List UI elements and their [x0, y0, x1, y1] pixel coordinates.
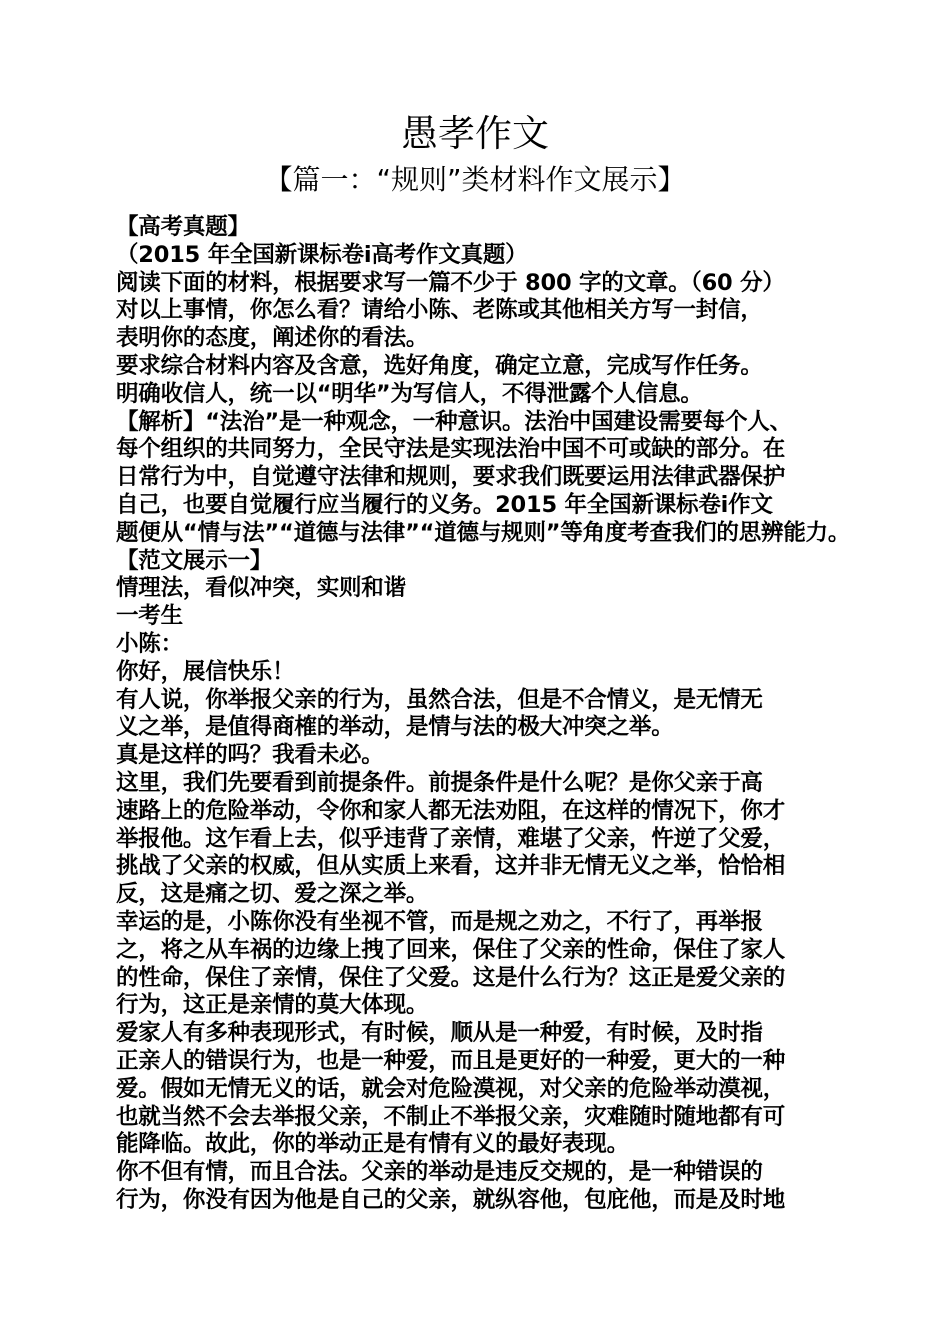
text-line: 幸运的是，小陈你没有坐视不管，而是规之劝之，不行了，再举报: [116, 908, 763, 935]
text-line: 情理法，看似冲突，实则和谐: [116, 575, 406, 602]
text-line: 明确收信人，统一以“明华”为写信人，不得泄露个人信息。: [116, 380, 703, 407]
text-line: 举报他。这乍看上去，似乎违背了亲情，难堪了父亲，忤逆了父爱，: [116, 825, 786, 852]
text-line: 一考生: [116, 603, 183, 630]
text-line: 自己，也要自觉履行应当履行的义务。2015 年全国新课标卷ⅰ作文: [116, 491, 773, 518]
text-line: 【解析】“法治”是一种观念，一种意识。法治中国建设需要每个人、: [116, 408, 792, 435]
text-line: 【范文展示一】: [116, 547, 273, 574]
text-line: 有人说，你举报父亲的行为，虽然合法，但是不合情义，是无情无: [116, 686, 763, 713]
text-line: 义之举，是值得商榷的举动，是情与法的极大冲突之举。: [116, 714, 674, 741]
text-line: 行为，你没有因为他是自己的父亲，就纵容他，包庇他，而是及时地: [116, 1186, 786, 1213]
text-line: 挑战了父亲的权威，但从实质上来看，这并非无情无义之举，恰恰相: [116, 853, 786, 880]
text-line: 你不但有情，而且合法。父亲的举动是违反交规的，是一种错误的: [116, 1159, 763, 1186]
text-line: 也就当然不会去举报父亲，不制止不举报父亲，灾难随时随地都有可: [116, 1103, 786, 1130]
document-body: [116, 214, 851, 1215]
text-line: 爱。假如无情无义的话，就会对危险漠视，对父亲的危险举动漠视，: [116, 1075, 786, 1102]
text-line: 行为，这正是亲情的莫大体现。: [116, 992, 429, 1019]
text-line: 要求综合材料内容及含意，选好角度，确定立意，完成写作任务。: [116, 352, 763, 379]
text-line: 阅读下面的材料，根据要求写一篇不少于 800 字的文章。（60 分）: [116, 269, 785, 296]
text-line: 你好，展信快乐！: [116, 658, 295, 685]
text-line: 爱家人有多种表现形式，有时候，顺从是一种爱，有时候，及时指: [116, 1020, 763, 1047]
text-line: （2015 年全国新课标卷ⅰ高考作文真题）: [116, 241, 528, 268]
text-line: 的性命，保住了亲情，保住了父爱。这是什么行为？这正是爱父亲的: [116, 964, 786, 991]
text-line: 之，将之从车祸的边缘上拽了回来，保住了父亲的性命，保住了家人: [116, 936, 786, 963]
document-title: 愚孝作文: [401, 112, 549, 155]
text-line: 【高考真题】: [116, 214, 250, 240]
document-subtitle: 【篇一：“规则”类材料作文展示】: [264, 163, 686, 196]
text-line: 小陈：: [116, 630, 183, 657]
text-line: 能降临。故此，你的举动正是有情有义的最好表现。: [116, 1131, 629, 1158]
text-line: 每个组织的共同努力，全民守法是实现法治中国不可或缺的部分。在: [116, 436, 786, 463]
text-line: 表明你的态度，阐述你的看法。: [116, 325, 429, 352]
text-line: 反，这是痛之切、爱之深之举。: [116, 881, 429, 908]
text-line: 正亲人的错误行为，也是一种爱，而且是更好的一种爱，更大的一种: [116, 1047, 786, 1074]
text-line: 题便从“情与法”“道德与法律”“道德与规则”等角度考查我们的思辨能力。: [116, 519, 851, 546]
text-line: 对以上事情，你怎么看？请给小陈、老陈或其他相关方写一封信，: [116, 297, 763, 324]
text-line: 日常行为中，自觉遵守法律和规则，要求我们既要运用法律武器保护: [116, 464, 786, 491]
text-line: 速路上的危险举动，令你和家人都无法劝阻，在这样的情况下，你才: [116, 797, 786, 824]
text-line: 真是这样的吗？我看未必。: [116, 742, 384, 769]
text-line: 这里，我们先要看到前提条件。前提条件是什么呢？是你父亲于高: [116, 769, 763, 796]
